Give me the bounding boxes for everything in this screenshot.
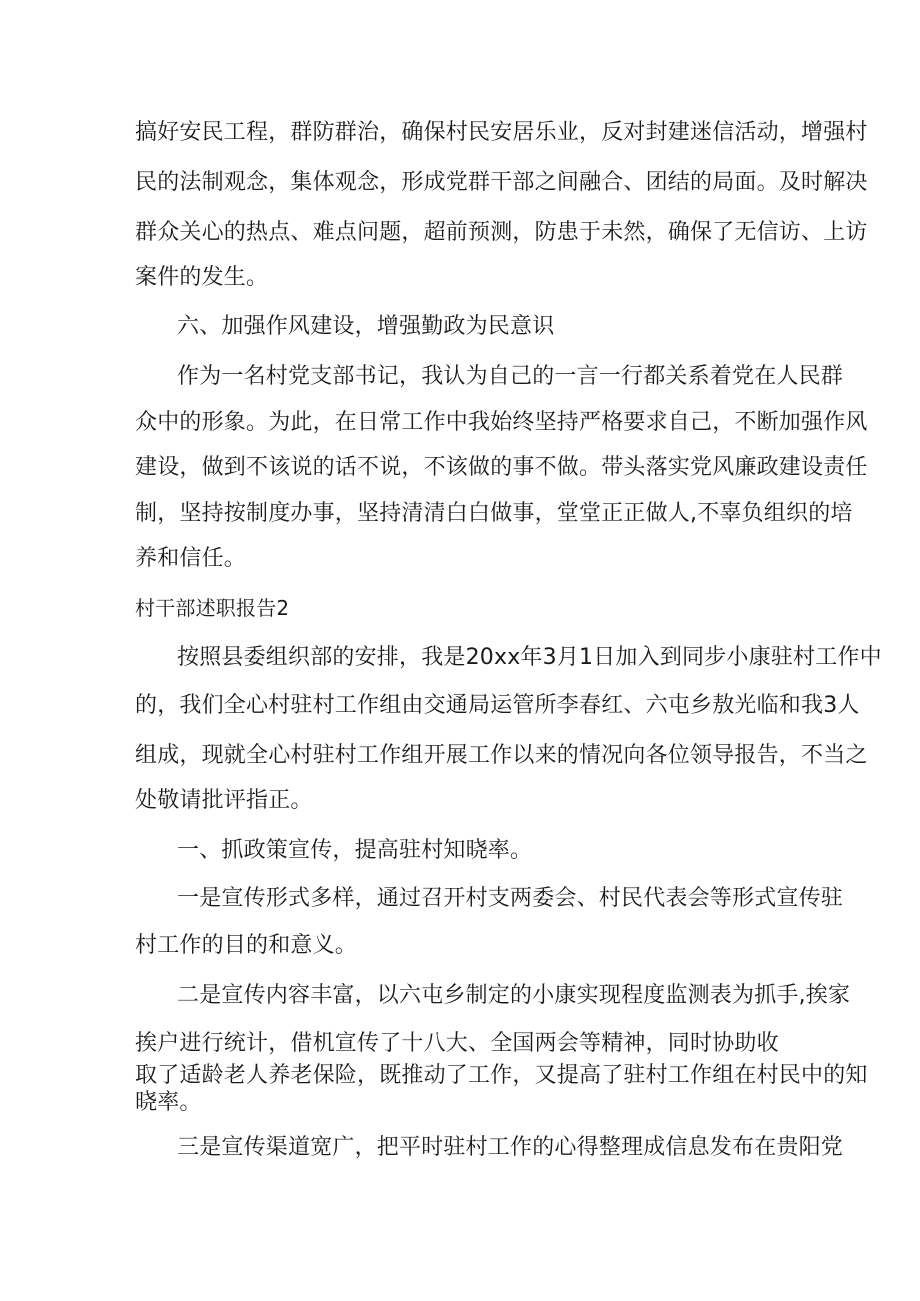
text-line: 晓率。 <box>135 1090 202 1115</box>
section-heading: 六、加强作风建设，增强勤政为民意识 <box>177 314 555 339</box>
section-heading: 一、抓政策宣传，提高驻村知晓率。 <box>177 838 533 863</box>
text-line: 三是宣传渠道宽广，把平时驻村工作的心得整理成信息发布在贵阳党 <box>177 1135 844 1160</box>
text-line: 民的法制观念，集体观念，形成党群干部之间融合、团结的局面。及时解决 <box>135 170 868 195</box>
text-line: 作为一名村党支部书记，我认为自己的一言一行都关系着党在人民群 <box>177 364 844 389</box>
text-line: 组成，现就全心村驻村工作组开展工作以来的情况向各位领导报告，不当之 <box>135 743 868 768</box>
text-line: 二是宣传内容丰富，以六屯乡制定的小康实现程度监测表为抓手,挨家 <box>177 983 851 1008</box>
text-line: 案件的发生。 <box>135 265 269 290</box>
text-line: 众中的形象。为此，在日常工作中我始终坚持严格要求自己，不断加强作风 <box>135 410 868 435</box>
report-title: 村干部述职报告2 <box>135 596 290 620</box>
text-line: 取了适龄老人养老保险，既推动了工作，又提高了驻村工作组在村民中的知 <box>135 1063 868 1088</box>
text-line: 按照县委组织部的安排，我是20xx年3月1日加入到同步小康驻村工作中 <box>177 645 882 670</box>
text-line: 群众关心的热点、难点问题，超前预测，防患于未然，确保了无信访、上访 <box>135 220 868 245</box>
text-line: 的，我们全心村驻村工作组由交通局运管所李春红、六屯乡敖光临和我3人 <box>135 693 860 718</box>
text-line: 养和信任。 <box>135 546 247 571</box>
text-line: 制，坚持按制度办事，坚持清清白白做事，堂堂正正做人,不辜负组织的培 <box>135 501 853 526</box>
text-line: 建设，做到不该说的话不说，不该做的事不做。带头落实党风廉政建设责任 <box>135 455 868 480</box>
text-line: 一是宣传形式多样，通过召开村支两委会、村民代表会等形式宣传驻 <box>177 886 844 911</box>
text-line: 处敬请批评指正。 <box>135 788 313 813</box>
text-line: 搞好安民工程，群防群治，确保村民安居乐业，反对封建迷信活动，增强村 <box>135 120 868 145</box>
text-line: 村工作的目的和意义。 <box>135 933 358 958</box>
text-line: 挨户进行统计，借机宣传了十八大、全国两会等精神，同时协助收 <box>135 1031 779 1056</box>
